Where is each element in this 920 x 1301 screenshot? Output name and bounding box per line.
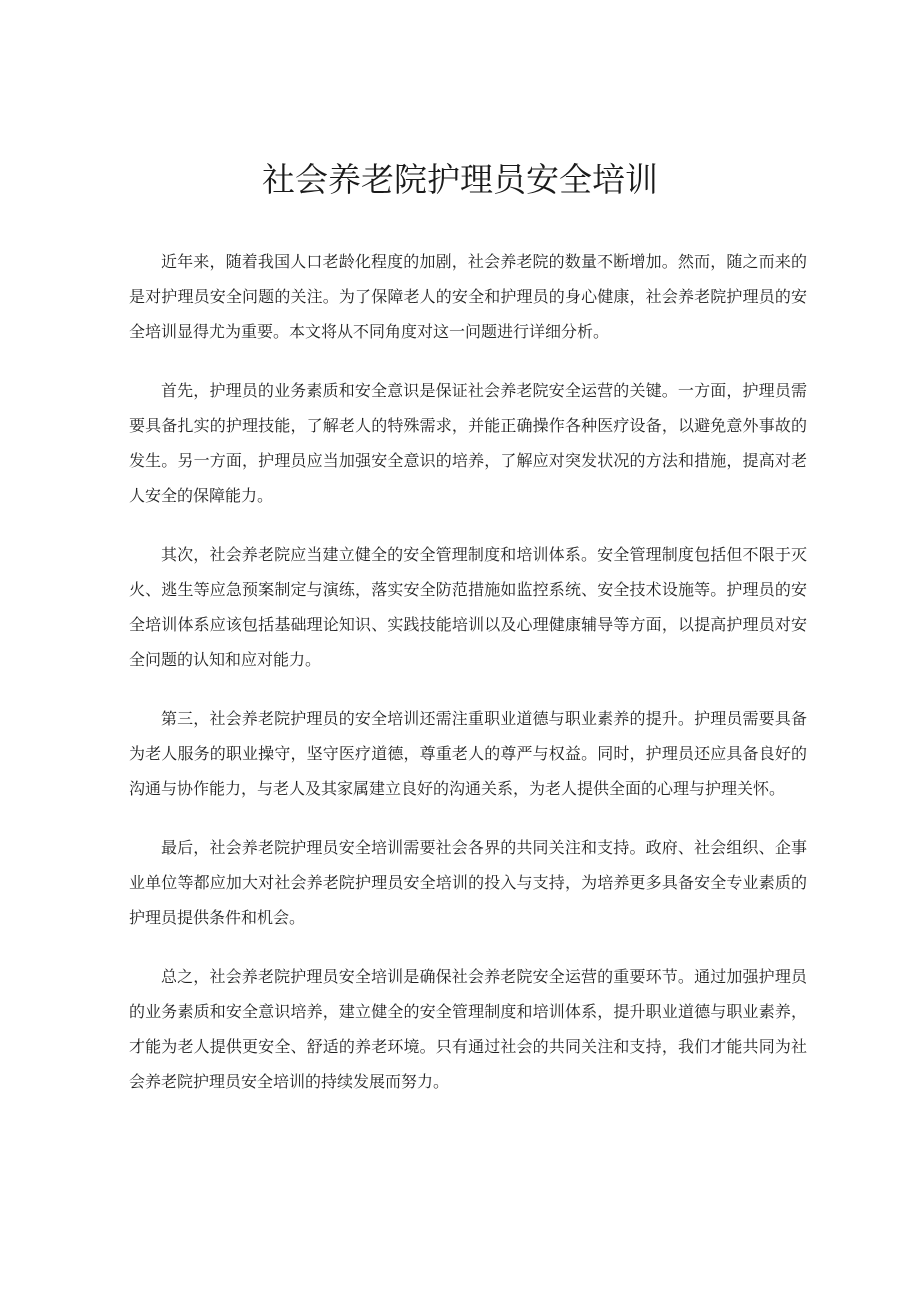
paragraph-second: 其次，社会养老院应当建立健全的安全管理制度和培训体系。安全管理制度包括但不限于灭火、逃生等应急预案制定与演练，落实安全防范措施如监控系统、安全技术设施等。护理员的安全培训体系应该包括基础理论知识、实践技能培训以及心理健康辅导等方面，以提高护理员对安全问题的认知和应对能力。 bbox=[129, 545, 807, 669]
article-body bbox=[129, 244, 807, 1123]
paragraph-conclusion: 总之，社会养老院护理员安全培训是确保社会养老院安全运营的重要环节。通过加强护理员的业务素质和安全意识培养，建立健全的安全管理制度和培训体系，提升职业道德与职业素养，才能为老人提供更安全、舒适的养老环境。只有通过社会的共同关注和支持，我们才能共同为社会养老院护理员安全培训的持续发展而努力。 bbox=[129, 967, 807, 1091]
paragraph-first: 首先，护理员的业务素质和安全意识是保证社会养老院安全运营的关键。一方面，护理员需要具备扎实的护理技能，了解老人的特殊需求，并能正确操作各种医疗设备，以避免意外事故的发生。另一方面，护理员应当加强安全意识的培养，了解应对突发状况的方法和措施，提高对老人安全的保障能力。 bbox=[129, 381, 807, 505]
paragraph-intro: 近年来，随着我国人口老龄化程度的加剧，社会养老院的数量不断增加。然而，随之而来的是对护理员安全问题的关注。为了保障老人的安全和护理员的身心健康，社会养老院护理员的安全培训显得尤为重要。本文将从不同角度对这一问题进行详细分析。 bbox=[129, 252, 807, 341]
paragraph-finally: 最后，社会养老院护理员安全培训需要社会各界的共同关注和支持。政府、社会组织、企事业单位等都应加大对社会养老院护理员安全培训的投入与支持，为培养更多具备安全专业素质的护理员提供条件和机会。 bbox=[129, 838, 807, 927]
paragraph-third: 第三，社会养老院护理员的安全培训还需注重职业道德与职业素养的提升。护理员需要具备为老人服务的职业操守，坚守医疗道德，尊重老人的尊严与权益。同时，护理员还应具备良好的沟通与协作能力，与老人及其家属建立良好的沟通关系，为老人提供全面的心理与护理关怀。 bbox=[129, 709, 807, 798]
page-title: 社会养老院护理员安全培训 bbox=[262, 160, 658, 199]
